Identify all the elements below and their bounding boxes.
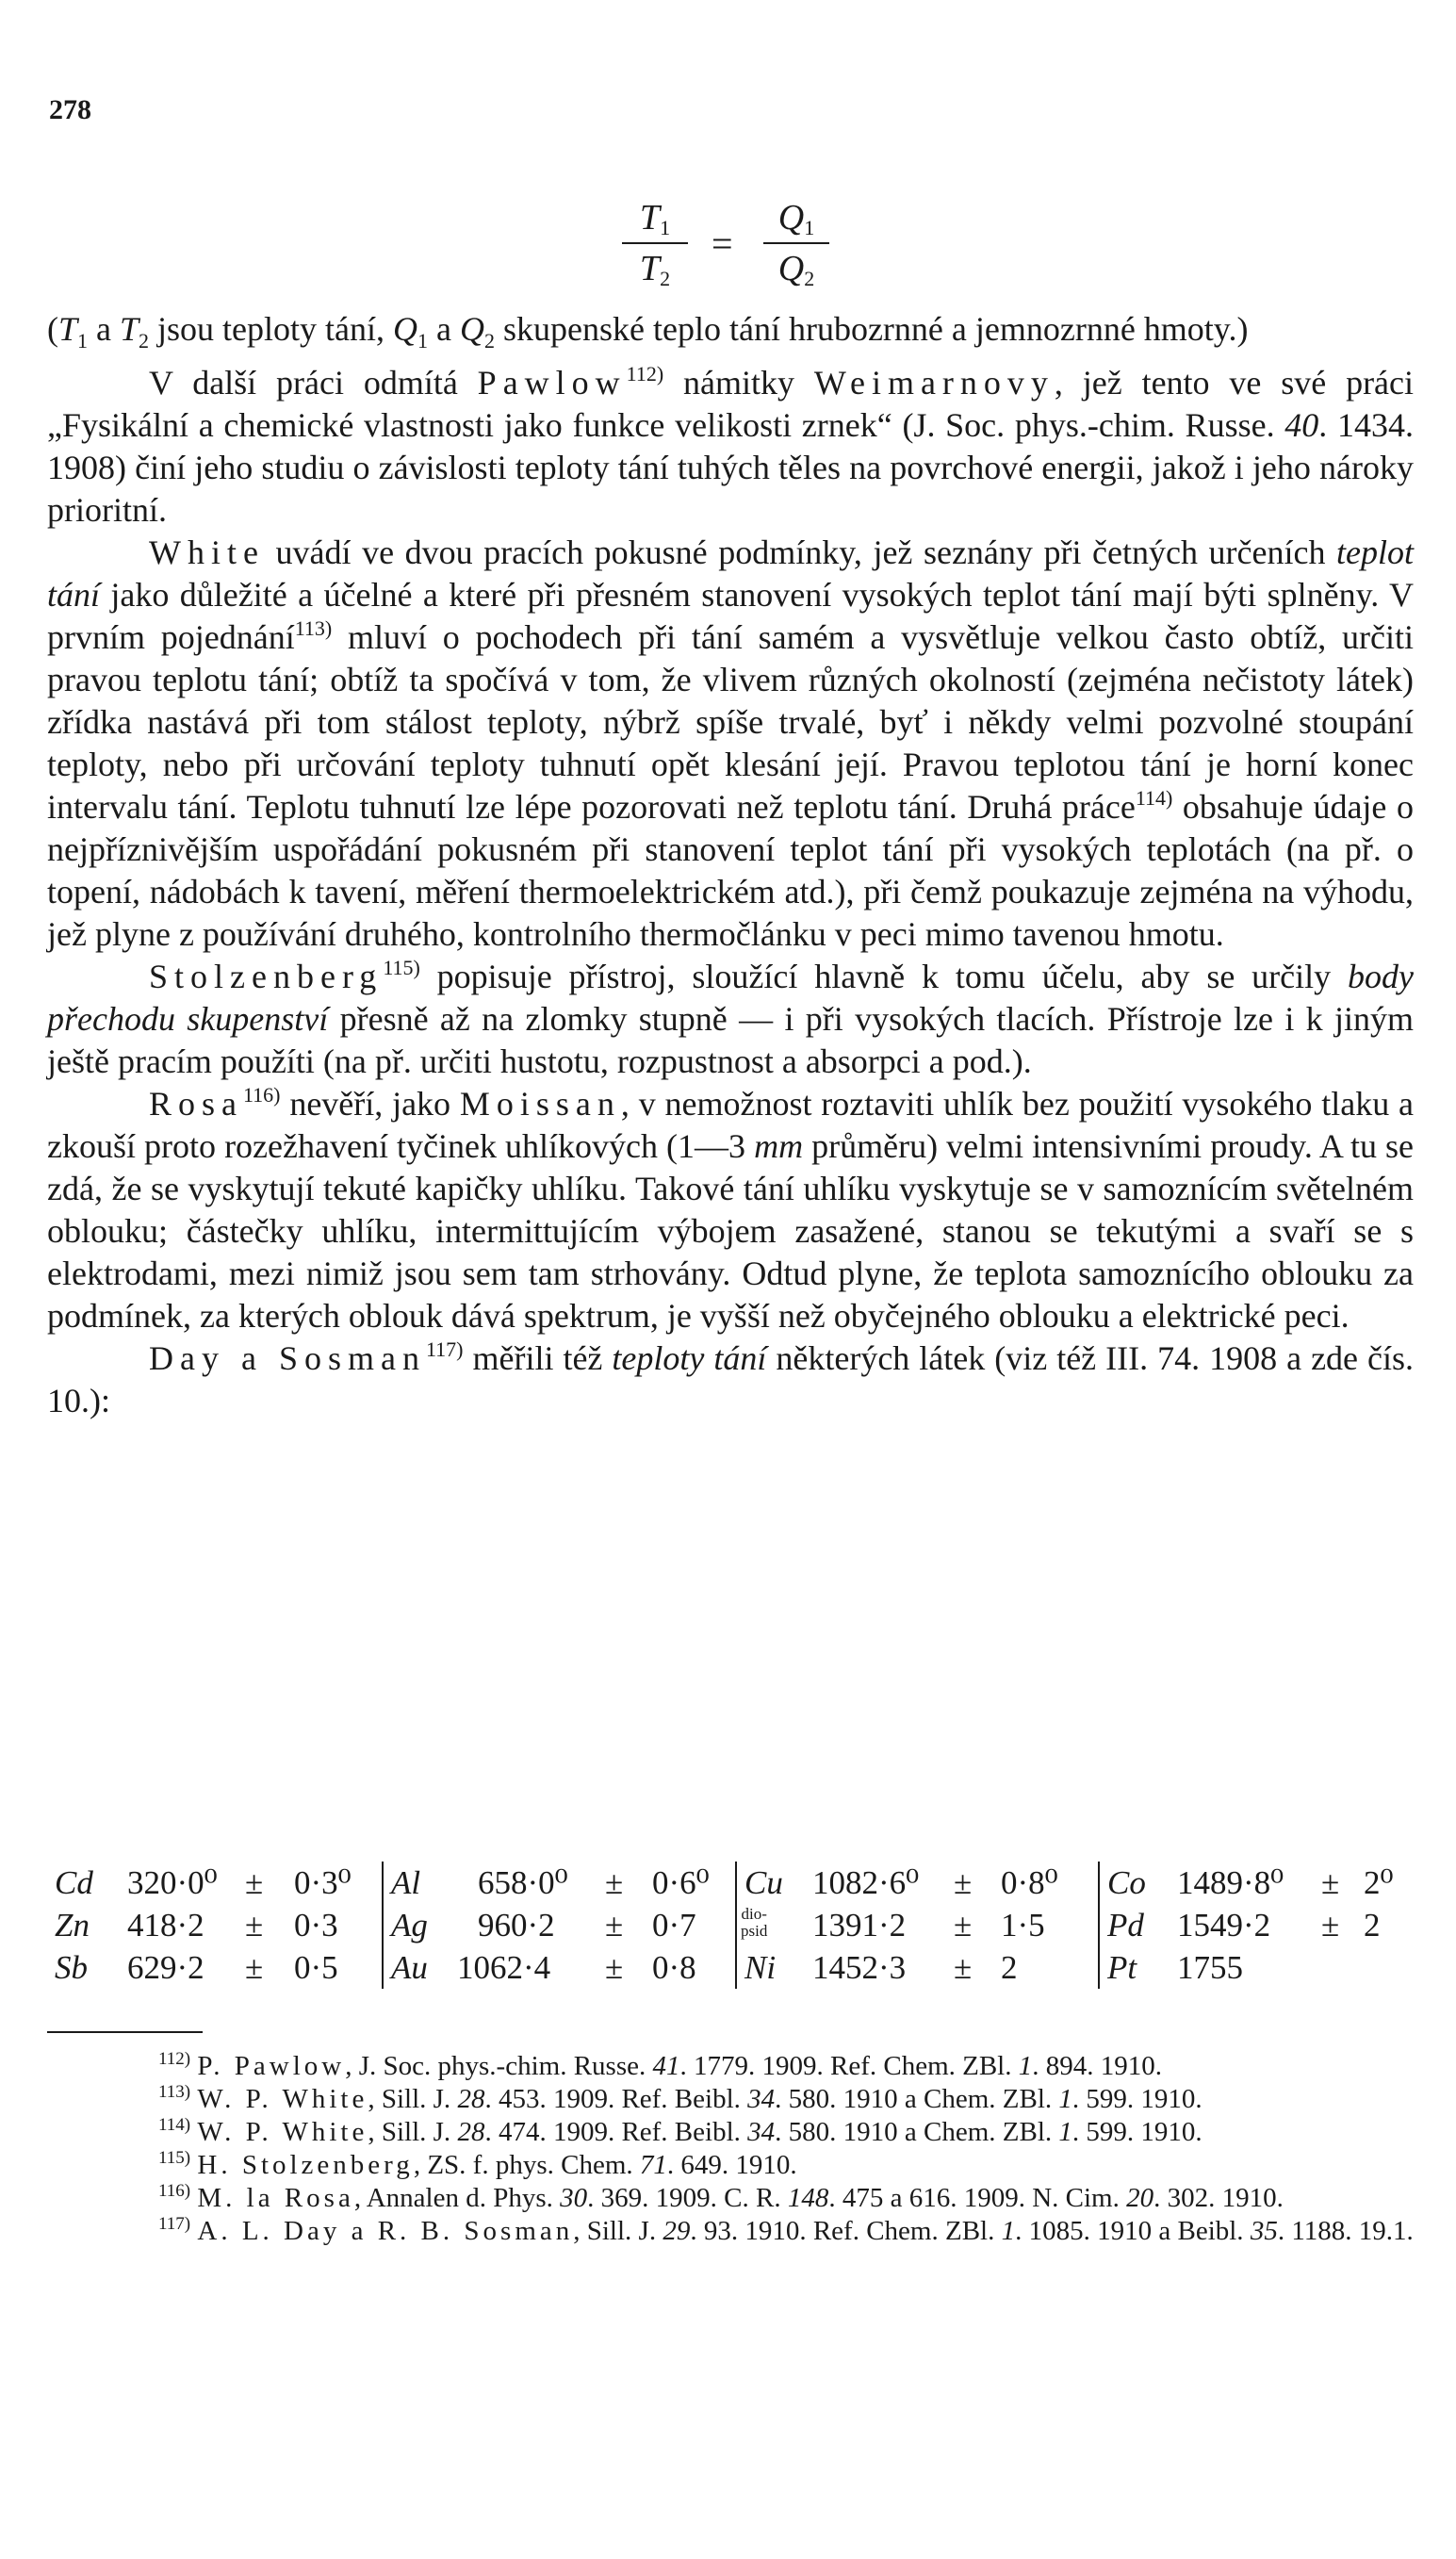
error-value: 2 bbox=[1001, 1949, 1018, 1986]
footnote-117: $^{117)}$ A. L. Day a R. B. Sosman, Sill. J. 29. 93. 1910. Ref. Chem. ZBl. 1. 1085. 1910 a Beibl. 35. 1188. 19.1. bbox=[158, 2214, 1414, 2246]
error-value: 0·8 bbox=[652, 1949, 696, 1986]
footnote-ref: 113) bbox=[294, 616, 333, 641]
element-symbol: Co bbox=[1107, 1864, 1146, 1901]
fraction-t bbox=[622, 193, 688, 293]
paragraph-1: ($T_1$ a $T_2$ jsou teploty tání, $Q_1$ a $Q_2$ skupenské teplo tání hrubozrnné a jemnozrnné hmoty.) bbox=[47, 310, 1249, 353]
author-rosa: Rosa bbox=[149, 1085, 243, 1124]
table-row bbox=[737, 1904, 1095, 1946]
element-symbol: Ag bbox=[391, 1907, 428, 1944]
melting-value: 320·0⁰ bbox=[127, 1864, 218, 1901]
table-row bbox=[47, 1862, 377, 1904]
element-symbol: Sb bbox=[55, 1949, 88, 1986]
footnote-ref: 115) bbox=[383, 956, 420, 980]
table-column bbox=[735, 1862, 1095, 1989]
paragraph-3: White uvádí ve dvou pracích pokusné podmínky, jež seznány při četných určeních teplot tání jako důležité a účelné a které při přesném stanovení vysokých teplot tání mají býti splněny. V prvním pojednání$^{113)}$ mluví o pochodech při tání samém a vysvětluje velkou často obtíž, určiti pravou teplotu tání; obtíž ta spočívá v tom, že vlivem různých okolností (zejména nečistoty látek) zřídka nastává při tom stálost teploty, nýbrž spíše trvalé, byť i někdy velmi pozvolné stoupání teploty, nebo při určování teploty tuhnutí opět klesání její. Pravou teplotou tání je horní konec intervalu tání. Teplotu tuhnutí lze lépe pozorovati než teplotu tání. Druhá práce$^{114)}$ obsahuje údaje o nejpříznivějším uspořádání pokusném při stanovení teplot tání při vysokých teplotách (na př. o topení, nádobách k tavení, měření thermoelektrickém atd.), při čemž poukazuje zejména na výhodu, jež plyne z používání druhého, kontrolního thermočlánku v peci mimo tavenou hmotu. bbox=[47, 533, 1415, 954]
footnote-114: $^{114)}$ W. P. White, Sill. J. 28. 474. 1909. Ref. Beibl. 34. 580. 1910 a Chem. ZBl. 1. 599. 1910. bbox=[158, 2115, 1202, 2147]
footnote-ref: 114) bbox=[1135, 786, 1173, 811]
melting-points-table bbox=[47, 1862, 1414, 2003]
plus-minus: ± bbox=[605, 1949, 624, 1986]
error-value: 0·7 bbox=[652, 1907, 696, 1944]
melting-value: 418·2 bbox=[127, 1907, 204, 1944]
fraction-q-numerator: $Q_1$ bbox=[777, 198, 815, 239]
plus-minus: ± bbox=[1321, 1907, 1340, 1944]
melting-value: 629·2 bbox=[127, 1949, 204, 1986]
element-symbol: Ni bbox=[744, 1949, 777, 1986]
table-row bbox=[737, 1862, 1095, 1904]
error-value: 0·5 bbox=[294, 1949, 338, 1986]
footnotes bbox=[47, 2050, 1414, 2248]
element-symbol: Al bbox=[391, 1864, 421, 1901]
error-value: 2⁰ bbox=[1364, 1864, 1394, 1901]
error-value: 2 bbox=[1364, 1907, 1381, 1944]
footnote-113: $^{113)}$ W. P. White, Sill. J. 28. 453. 1909. Ref. Beibl. 34. 580. 1910 a Chem. ZBl. 1. 599. 1910. bbox=[158, 2082, 1202, 2114]
element-symbol: Pt bbox=[1107, 1949, 1137, 1986]
table-row bbox=[384, 1904, 732, 1946]
table-row bbox=[1100, 1862, 1415, 1904]
plus-minus: ± bbox=[954, 1949, 973, 1986]
author-pawlow: Pawlow bbox=[477, 364, 627, 402]
element-symbol: Pd bbox=[1107, 1907, 1144, 1944]
footnote-ref: 112) bbox=[626, 362, 664, 386]
element-symbol: Zn bbox=[55, 1907, 90, 1944]
paragraph-4: Stolzenberg$^{115)}$ popisuje přístroj, sloužící hlavně k tomu účelu, aby se určily body přechodu skupenství přesně až na zlomky stupně — i při vysokých tlacích. Přístroje lze i k jiným ještě pracím použíti (na př. určiti hustotu, rozpustnost a absorpci a pod.). bbox=[47, 956, 1414, 1081]
paragraph-6: Day a Sosman$^{117)}$ měřili též teploty tání některých látek (viz též III. 74. 1908 a zde čís. 10.): bbox=[47, 1337, 1415, 1420]
melting-value: 1452·3 bbox=[812, 1949, 907, 1986]
table-row bbox=[1100, 1904, 1415, 1946]
melting-value: 1391·2 bbox=[812, 1907, 907, 1944]
fraction-t-denominator: $T_2$ bbox=[639, 249, 671, 290]
melting-value: 1082·6⁰ bbox=[812, 1864, 920, 1901]
error-value: 0·3⁰ bbox=[294, 1864, 352, 1901]
author-day: Day bbox=[149, 1339, 225, 1378]
melting-value: 1755 bbox=[1177, 1949, 1243, 1986]
footnote-divider bbox=[47, 2031, 203, 2033]
melting-value: 658·0⁰ bbox=[478, 1864, 568, 1901]
plus-minus: ± bbox=[605, 1907, 624, 1944]
author-weimarn: Weimarnovy bbox=[813, 364, 1055, 402]
paragraph-2: V další práci odmítá Pawlow$^{112)}$ námitky Weimarnovy, jež tento ve své práci „Fysikální a chemické vlastnosti jako funkce velikosti zrnek“ (J. Soc. phys.-chim. Russe. 40. 1434. 1908) činí jeho studiu o závislosti teploty tání tuhých těles na povrchové energii, jakož i jeho nároky prioritní. bbox=[47, 362, 1415, 530]
plus-minus: ± bbox=[245, 1864, 264, 1901]
error-value: 0·3 bbox=[294, 1907, 338, 1944]
page-number: 278 bbox=[49, 94, 91, 125]
fraction-t-numerator: $T_1$ bbox=[639, 198, 671, 239]
error-value: 1·5 bbox=[1001, 1907, 1045, 1944]
plus-minus: ± bbox=[245, 1949, 264, 1986]
table-column bbox=[382, 1862, 732, 1989]
plus-minus: ± bbox=[954, 1864, 973, 1901]
table-row bbox=[384, 1862, 732, 1904]
element-symbol-didymium: dio- psid bbox=[741, 1905, 768, 1940]
author-white: White bbox=[149, 533, 265, 572]
table-row bbox=[47, 1946, 377, 1989]
table-row bbox=[1100, 1946, 1415, 1989]
element-symbol: Au bbox=[391, 1949, 428, 1986]
plus-minus: ± bbox=[605, 1864, 624, 1901]
table-row bbox=[47, 1904, 377, 1946]
fraction-q bbox=[763, 193, 829, 293]
melting-ratio-equation bbox=[622, 193, 886, 297]
fraction-q-denominator: $Q_2$ bbox=[777, 249, 815, 290]
paragraph-5: Rosa$^{116)}$ nevěří, jako Moissan, v nemožnost roztaviti uhlík bez použití vysokého tlaku a zkouší proto rozežhavení tyčinek uhlíkových (1—3 mm průměru) velmi intensivními proudy. A tu se zdá, že se vyskytují tekuté kapičky uhlíku. Takové tání uhlíku vyskytuje se v samoznícím světelném oblouku; částečky uhlíku, intermittujícím výbojem zasažené, stanou se tekutými a svaří se s elektrodami, mezi nimiž jsou sem tam strhovány. Odtud plyne, že teplota samoznícího oblouku za podmínek, za kterých oblouk dává spektrum, je vyšší než obyčejného oblouku a elektrické peci. bbox=[47, 1083, 1414, 1336]
footnote-116: $^{116)}$ M. la Rosa, Annalen d. Phys. 30. 369. 1909. C. R. 148. 475 a 616. 1909. N. Cim. 20. 302. 1910. bbox=[158, 2181, 1284, 2213]
table-row bbox=[384, 1946, 732, 1989]
table-row bbox=[737, 1946, 1095, 1989]
melting-value: 1489·8⁰ bbox=[1177, 1864, 1284, 1901]
equals-sign: = bbox=[712, 222, 733, 265]
plus-minus: ± bbox=[954, 1907, 973, 1944]
plus-minus: ± bbox=[1321, 1864, 1340, 1901]
plus-minus: ± bbox=[245, 1907, 264, 1944]
author-sosman: Sosman bbox=[278, 1339, 426, 1378]
melting-value: 960·2 bbox=[478, 1907, 555, 1944]
element-symbol: Cu bbox=[744, 1864, 783, 1901]
table-column bbox=[1098, 1862, 1415, 1989]
footnote-115: $^{115)}$ H. Stolzenberg, ZS. f. phys. Chem. 71. 649. 1910. bbox=[158, 2148, 797, 2180]
melting-value: 1062·4 bbox=[457, 1949, 551, 1986]
footnote-ref: 117) bbox=[425, 1337, 464, 1362]
element-symbol: Cd bbox=[55, 1864, 93, 1901]
melting-value: 1549·2 bbox=[1177, 1907, 1271, 1944]
author-moissan: Moissan bbox=[459, 1085, 621, 1124]
author-stolzenberg: Stolzenberg bbox=[149, 958, 384, 996]
footnote-112: $^{112)}$ P. Pawlow, J. Soc. phys.-chim. Russe. 41. 1779. 1909. Ref. Chem. ZBl. 1. 894. 1910. bbox=[158, 2049, 1162, 2081]
error-value: 0·6⁰ bbox=[652, 1864, 710, 1901]
body-text bbox=[47, 308, 1414, 1422]
error-value: 0·8⁰ bbox=[1001, 1864, 1058, 1901]
table-column bbox=[47, 1862, 377, 1989]
footnote-ref: 116) bbox=[243, 1083, 281, 1107]
